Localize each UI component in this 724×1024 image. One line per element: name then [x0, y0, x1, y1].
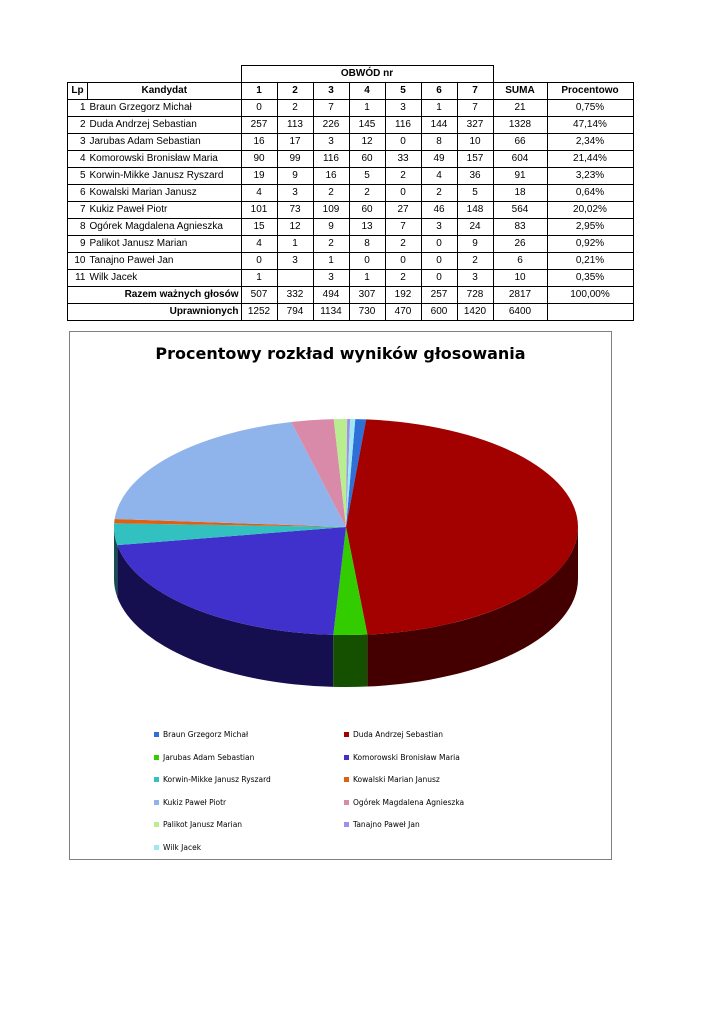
district-votes: 327	[457, 117, 493, 134]
candidate-name: Jarubas Adam Sebastian	[88, 134, 242, 151]
district-votes: 257	[241, 117, 277, 134]
percent-cell: 2,34%	[547, 134, 633, 151]
legend-swatch	[154, 777, 159, 782]
table-row	[68, 202, 634, 219]
group-header-row	[68, 66, 634, 83]
district-votes: 2	[457, 253, 493, 270]
district-header: 3	[313, 83, 349, 100]
district-eligible: 470	[385, 304, 421, 321]
legend-swatch	[154, 845, 159, 850]
candidate-name: Ogórek Magdalena Agnieszka	[88, 219, 242, 236]
legend-item	[154, 753, 254, 762]
candidate-name: Kukiz Paweł Piotr	[88, 202, 242, 219]
table-row	[68, 168, 634, 185]
table-row	[68, 151, 634, 168]
district-votes: 3	[457, 270, 493, 287]
table-row	[68, 253, 634, 270]
district-eligible: 1420	[457, 304, 493, 321]
table-row	[68, 134, 634, 151]
district-votes: 36	[457, 168, 493, 185]
district-votes: 0	[385, 185, 421, 202]
district-total: 494	[313, 287, 349, 304]
legend-label: Wilk Jacek	[163, 842, 202, 852]
district-votes: 19	[241, 168, 277, 185]
district-votes: 5	[349, 168, 385, 185]
percent-cell: 0,21%	[547, 253, 633, 270]
district-votes: 116	[313, 151, 349, 168]
district-votes: 9	[313, 219, 349, 236]
row-number: 11	[68, 270, 88, 287]
table-row	[68, 270, 634, 287]
percent-cell: 0,35%	[547, 270, 633, 287]
district-votes: 113	[277, 117, 313, 134]
sum-cell: 6400	[493, 304, 547, 321]
district-votes: 0	[421, 270, 457, 287]
district-votes: 4	[241, 185, 277, 202]
district-votes: 157	[457, 151, 493, 168]
valid-votes-row	[68, 287, 634, 304]
district-votes: 10	[457, 134, 493, 151]
percent-cell: 0,75%	[547, 100, 633, 117]
district-total: 507	[241, 287, 277, 304]
district-votes: 16	[241, 134, 277, 151]
legend-item	[154, 798, 226, 807]
sum-cell: 26	[493, 236, 547, 253]
legend-label: Komorowski Bronisław Maria	[353, 752, 460, 762]
candidate-name: Kowalski Marian Janusz	[88, 185, 242, 202]
district-votes: 8	[421, 134, 457, 151]
legend-item	[154, 775, 271, 784]
district-votes: 2	[277, 100, 313, 117]
district-group-header: OBWÓD nr	[241, 66, 493, 83]
district-votes: 3	[313, 134, 349, 151]
percent-cell: 0,92%	[547, 236, 633, 253]
row-number: 5	[68, 168, 88, 185]
district-votes: 2	[313, 236, 349, 253]
district-votes: 2	[385, 168, 421, 185]
district-total: 192	[385, 287, 421, 304]
district-votes: 2	[385, 270, 421, 287]
legend-label: Tanajno Paweł Jan	[353, 820, 420, 829]
district-votes: 3	[313, 270, 349, 287]
candidate-name: Komorowski Bronisław Maria	[88, 151, 242, 168]
legend-label: Jarubas Adam Sebastian	[163, 752, 255, 762]
candidate-name: Braun Grzegorz Michał	[88, 100, 242, 117]
column-header-row	[68, 83, 634, 100]
district-votes: 1	[349, 100, 385, 117]
row-number: 7	[68, 202, 88, 219]
district-votes: 3	[421, 219, 457, 236]
table-row	[68, 117, 634, 134]
legend-label: Korwin-Mikke Janusz Ryszard	[163, 775, 271, 784]
legend-swatch	[154, 822, 159, 827]
district-votes: 5	[457, 185, 493, 202]
district-votes: 1	[277, 236, 313, 253]
district-votes	[277, 270, 313, 287]
row-number: 6	[68, 185, 88, 202]
district-votes: 0	[421, 253, 457, 270]
district-header: 2	[277, 83, 313, 100]
percent-cell: 20,02%	[547, 202, 633, 219]
district-eligible: 600	[421, 304, 457, 321]
district-votes: 101	[241, 202, 277, 219]
pie-chart	[69, 331, 612, 860]
district-votes: 13	[349, 219, 385, 236]
row-number: 9	[68, 236, 88, 253]
district-votes: 27	[385, 202, 421, 219]
legend-item	[344, 798, 464, 807]
district-votes: 1	[241, 270, 277, 287]
sum-cell: 83	[493, 219, 547, 236]
district-votes: 99	[277, 151, 313, 168]
sum-header: SUMA	[493, 83, 547, 100]
row-number: 4	[68, 151, 88, 168]
candidate-name: Palikot Janusz Marian	[88, 236, 242, 253]
district-total: 728	[457, 287, 493, 304]
table-row	[68, 219, 634, 236]
row-number: 3	[68, 134, 88, 151]
legend-swatch	[154, 755, 159, 760]
district-votes: 60	[349, 202, 385, 219]
district-votes: 2	[421, 185, 457, 202]
chart-title: Procentowy rozkład wyników głosowania	[155, 344, 526, 363]
legend-swatch	[344, 800, 349, 805]
district-header: 6	[421, 83, 457, 100]
district-eligible: 730	[349, 304, 385, 321]
district-votes: 33	[385, 151, 421, 168]
district-votes: 2	[313, 185, 349, 202]
district-votes: 3	[277, 253, 313, 270]
percent-cell: 100,00%	[547, 287, 633, 304]
sum-cell: 564	[493, 202, 547, 219]
district-votes: 9	[457, 236, 493, 253]
legend-item	[344, 820, 420, 829]
district-votes: 16	[313, 168, 349, 185]
district-votes: 144	[421, 117, 457, 134]
table-row	[68, 100, 634, 117]
district-total: 257	[421, 287, 457, 304]
district-votes: 145	[349, 117, 385, 134]
sum-cell: 2817	[493, 287, 547, 304]
valid-votes-label: Razem ważnych głosów	[68, 287, 242, 304]
legend-swatch	[154, 800, 159, 805]
results-table-body	[68, 66, 634, 321]
district-votes: 60	[349, 151, 385, 168]
blank-cell	[547, 304, 633, 321]
district-votes: 24	[457, 219, 493, 236]
district-votes: 0	[349, 253, 385, 270]
legend-label: Palikot Janusz Marian	[163, 820, 243, 829]
sum-cell: 604	[493, 151, 547, 168]
legend-label: Braun Grzegorz Michał	[163, 730, 249, 739]
legend-label: Kukiz Paweł Piotr	[163, 797, 227, 807]
candidate-name: Korwin-Mikke Janusz Ryszard	[88, 168, 242, 185]
district-votes: 3	[277, 185, 313, 202]
row-number: 1	[68, 100, 88, 117]
sum-cell: 6	[493, 253, 547, 270]
sum-cell: 21	[493, 100, 547, 117]
blank-cell	[88, 66, 242, 83]
legend-swatch	[344, 732, 349, 737]
legend-item	[344, 775, 440, 784]
legend-item	[344, 753, 460, 762]
percent-cell: 3,23%	[547, 168, 633, 185]
district-votes: 12	[277, 219, 313, 236]
legend-swatch	[344, 755, 349, 760]
legend-swatch	[154, 732, 159, 737]
district-header: 7	[457, 83, 493, 100]
legend-item	[154, 843, 201, 852]
district-votes: 7	[313, 100, 349, 117]
district-votes: 49	[421, 151, 457, 168]
candidate-name: Wilk Jacek	[88, 270, 242, 287]
row-number: 8	[68, 219, 88, 236]
sum-cell: 10	[493, 270, 547, 287]
eligible-label: Uprawnionych	[68, 304, 242, 321]
district-votes: 4	[421, 168, 457, 185]
eligible-row	[68, 304, 634, 321]
district-votes: 0	[385, 134, 421, 151]
district-header: 4	[349, 83, 385, 100]
blank-cell	[547, 66, 633, 83]
district-votes: 17	[277, 134, 313, 151]
district-votes: 7	[385, 219, 421, 236]
sum-cell: 1328	[493, 117, 547, 134]
candidate-name: Tanajno Paweł Jan	[88, 253, 242, 270]
legend-swatch	[344, 777, 349, 782]
legend-swatch	[344, 822, 349, 827]
district-votes: 7	[457, 100, 493, 117]
district-votes: 0	[241, 100, 277, 117]
district-votes: 0	[421, 236, 457, 253]
district-header: 5	[385, 83, 421, 100]
district-votes: 73	[277, 202, 313, 219]
district-votes: 46	[421, 202, 457, 219]
row-number: 2	[68, 117, 88, 134]
results-table	[67, 65, 634, 321]
district-votes: 1	[313, 253, 349, 270]
district-votes: 109	[313, 202, 349, 219]
legend-item	[344, 730, 443, 739]
district-votes: 15	[241, 219, 277, 236]
legend-label: Kowalski Marian Janusz	[353, 775, 440, 784]
percent-header: Procentowo	[547, 83, 633, 100]
lp-header: Lp	[68, 83, 88, 100]
candidate-header: Kandydat	[88, 83, 242, 100]
table-row	[68, 236, 634, 253]
blank-cell	[493, 66, 547, 83]
district-votes: 116	[385, 117, 421, 134]
sum-cell: 91	[493, 168, 547, 185]
sum-cell: 18	[493, 185, 547, 202]
sum-cell: 66	[493, 134, 547, 151]
legend-item	[154, 820, 242, 829]
district-votes: 2	[385, 236, 421, 253]
district-total: 332	[277, 287, 313, 304]
district-votes: 2	[349, 185, 385, 202]
district-votes: 3	[385, 100, 421, 117]
district-votes: 90	[241, 151, 277, 168]
district-votes: 1	[349, 270, 385, 287]
percent-cell: 47,14%	[547, 117, 633, 134]
district-votes: 1	[421, 100, 457, 117]
district-eligible: 1252	[241, 304, 277, 321]
candidate-name: Duda Andrzej Sebastian	[88, 117, 242, 134]
percent-cell: 2,95%	[547, 219, 633, 236]
district-votes: 0	[241, 253, 277, 270]
legend-label: Duda Andrzej Sebastian	[353, 730, 444, 739]
district-votes: 12	[349, 134, 385, 151]
row-number: 10	[68, 253, 88, 270]
legend-label: Ogórek Magdalena Agnieszka	[353, 797, 465, 807]
district-votes: 226	[313, 117, 349, 134]
district-votes: 8	[349, 236, 385, 253]
district-header: 1	[241, 83, 277, 100]
pie-slice-side	[333, 635, 367, 687]
district-votes: 0	[385, 253, 421, 270]
district-votes: 148	[457, 202, 493, 219]
pie-chart-plot	[70, 332, 611, 727]
district-eligible: 794	[277, 304, 313, 321]
district-eligible: 1134	[313, 304, 349, 321]
percent-cell: 21,44%	[547, 151, 633, 168]
legend-item	[154, 730, 248, 739]
district-votes: 4	[241, 236, 277, 253]
blank-cell	[68, 66, 88, 83]
table-row	[68, 185, 634, 202]
district-total: 307	[349, 287, 385, 304]
district-votes: 9	[277, 168, 313, 185]
percent-cell: 0,64%	[547, 185, 633, 202]
